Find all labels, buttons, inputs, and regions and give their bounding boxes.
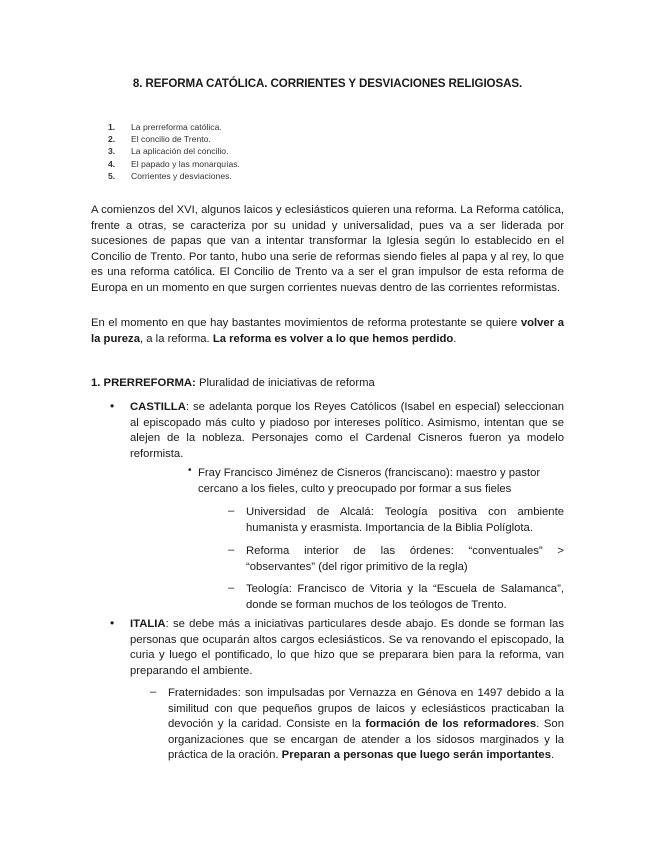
toc-item	[108, 158, 240, 170]
bullet-icon: •	[110, 399, 115, 413]
italia-bullet	[130, 617, 564, 679]
dash-icon: –	[228, 505, 235, 517]
second-paragraph	[91, 316, 564, 347]
toc-label: El concilio de Trento.	[131, 134, 211, 145]
toc-label: El papado y las monarquías.	[131, 158, 240, 169]
bold-text: ITALIA	[130, 618, 166, 630]
dash-icon: –	[150, 686, 157, 698]
toc-item	[108, 121, 240, 133]
toc-number: 5.	[108, 170, 116, 181]
castilla-bullet	[130, 400, 564, 462]
list-item: Universidad de Alcalá: Teología positiva con ambiente humanista y erasmista. Importancia de la Biblia Políglota.	[246, 506, 564, 534]
toc-label: Corrientes y desviaciones.	[131, 170, 232, 181]
list-item: Reforma interior de las órdenes: “conventuales” > “observantes” (del rigor primitivo de la regla)	[246, 545, 564, 573]
cisneros-bullet	[198, 466, 558, 497]
intro-paragraph: A comienzos del XVI, algunos laicos y eclesiásticos quieren una reforma. La Reforma católica, frente a otras, se caracteriza por su unidad y universalidad, pues va a ser liderada por sucesiones de papas que van a intentar transformar la Iglesia según lo establecido en el Concilio de Trento. Por tanto, hubo una serie de reformas siendo fieles al papa y al rey, lo que es una reforma católica. El Concilio de Trento va a ser el gran impulsor de esta reforma de Europa en un momento en que surgen corrientes nuevas dentro de las corrientes reformistas.	[91, 204, 564, 294]
bold-text: volver a la pureza	[91, 317, 564, 345]
toc-label: La prerreforma católica.	[131, 122, 222, 132]
dash-icon: –	[228, 544, 235, 556]
text-run: : se debe más a iniciativas particulares desde abajo. Es donde se forman las personas que ocuparán altos cargos eclesiásticos. Se va renovando el episcopado, la curia y luego el pontificado, lo que hizo que se preparara bien para la reforma, van preparando el ambiente.	[130, 618, 564, 677]
list-item: Teología: Francisco de Vitoria y la “Escuela de Salamanca”, donde se forman muchos de los teólogos de Trento.	[246, 583, 564, 611]
toc-number: 4.	[108, 158, 116, 169]
section-heading-number: 1. PRERREFORMA:	[91, 377, 196, 389]
section-heading	[91, 377, 375, 389]
toc-number: 3.	[108, 146, 116, 157]
text-run: .	[453, 332, 457, 345]
toc-item	[108, 170, 240, 182]
bold-text: CASTILLA	[130, 401, 186, 413]
table-of-contents	[108, 121, 240, 182]
text-run: Fraternidades: son impulsadas por Vernazza en Génova en 1497 debido a la similitud con que pequeños grupos de laicos y eclesiásticos practicaban la devoción y la caridad. Consiste en la	[168, 687, 564, 731]
fraternidades-item	[168, 686, 564, 764]
bold-text: Preparan a personas que luego serán importantes	[281, 749, 551, 762]
text-run: Fray Francisco Jiménez de Cisneros (franciscano): maestro y pastor cercano a los fieles, culto y preocupado por formar a sus fieles	[198, 467, 541, 495]
text-run: . Son organizaciones que se encargan de atender a los sidosos marginados y la práctica de la oración.	[168, 718, 564, 762]
page-title: 8. REFORMA CATÓLICA. CORRIENTES Y DESVIACIONES RELIGIOSAS.	[132, 77, 523, 90]
bold-text: La reforma es volver a lo que hemos perdido	[212, 332, 454, 345]
text-run: , a la reforma.	[139, 332, 213, 345]
text-run: .	[551, 749, 555, 762]
toc-number: 2.	[108, 134, 116, 145]
dash-icon: –	[228, 582, 235, 594]
section-heading-text: Pluralidad de iniciativas de reforma	[195, 377, 375, 389]
text-run: En el momento en que hay bastantes movimientos de reforma protestante se quiere	[91, 317, 521, 329]
text-run: : se adelanta porque los Reyes Católicos (Isabel en especial) seleccionan al episcopado más culto y piadoso por intereses político. Asimismo, intentan que se alejen de la nobleza. Personajes como el Cardenal Cisneros fueron ya modelo reformista.	[130, 401, 564, 460]
bullet-icon: •	[110, 616, 115, 630]
bold-text: formación de los reformadores	[365, 718, 537, 731]
toc-number: 1.	[108, 122, 116, 132]
toc-item	[108, 145, 240, 157]
toc-item	[108, 133, 240, 145]
toc-label: La aplicación del concilio.	[131, 146, 229, 157]
bullet-icon: •	[188, 465, 192, 476]
